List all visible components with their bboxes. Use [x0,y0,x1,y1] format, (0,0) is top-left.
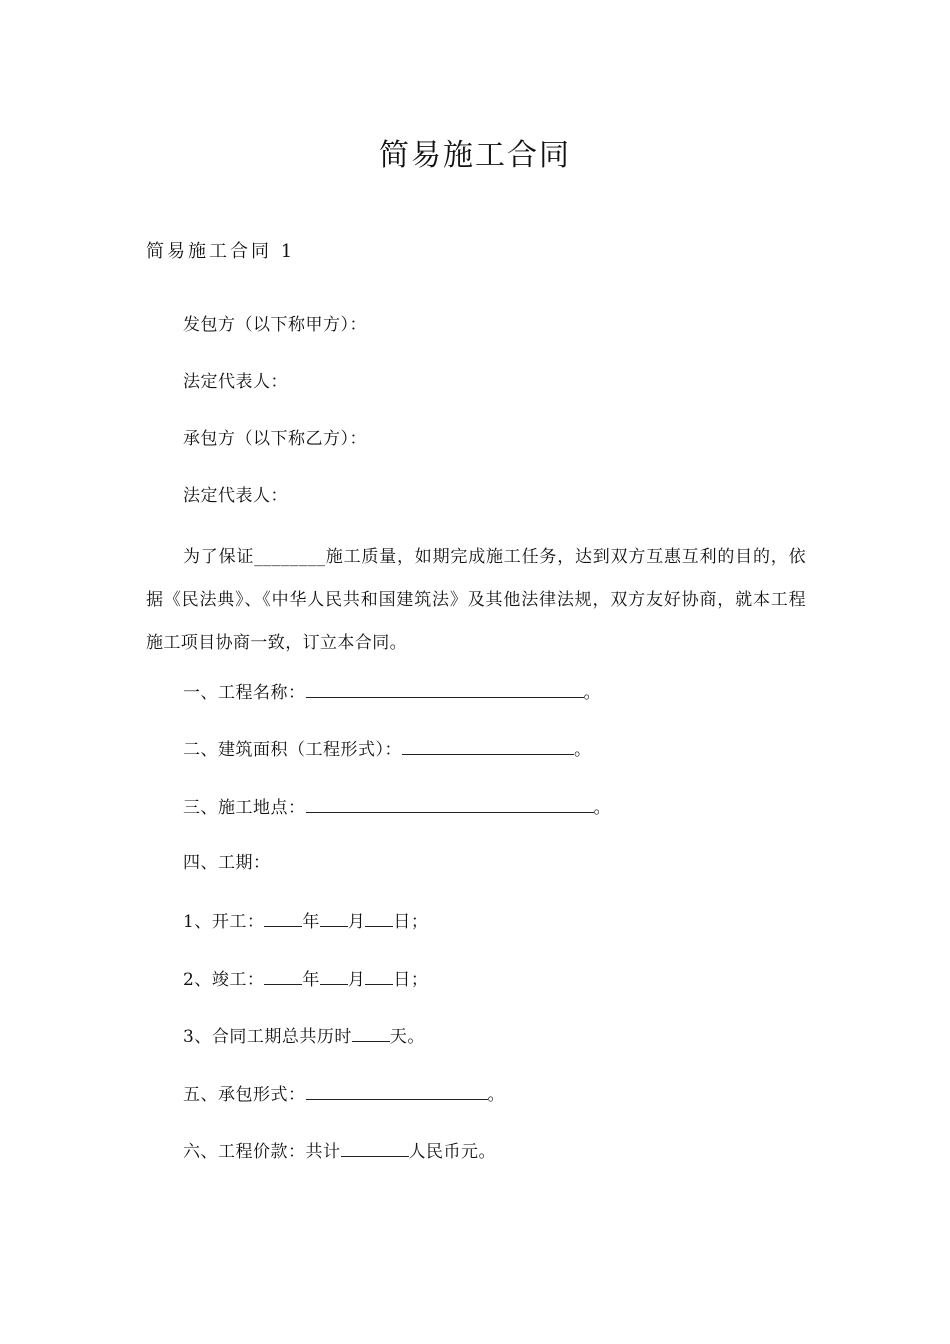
start-month-blank [320,906,348,927]
clause-project-name-end: 。 [583,683,601,703]
intro-paragraph [146,536,806,665]
total-days-blank [352,1021,390,1042]
clause-start-date [183,906,428,936]
finish-label: 2、竣工： [183,970,265,990]
start-label: 1、开工： [183,912,265,932]
start-month-unit: 月 [347,912,366,932]
form-blank [306,1079,488,1100]
party-a-representative-line: 法定代表人： [183,372,288,392]
finish-day-blank [365,964,393,985]
intro-prefix: 为了保证 [183,547,255,567]
building-area-blank [402,734,574,755]
clause-price [183,1136,496,1166]
total-label: 3、合同工期总共历时 [183,1027,352,1047]
party-a-line: 发包方（以下称甲方）： [183,315,367,335]
total-unit: 天。 [389,1027,425,1047]
finish-day-unit: 日； [393,970,429,990]
finish-year-unit: 年 [302,970,320,990]
clause-building-area [183,734,592,764]
clause-total-duration [183,1021,425,1051]
start-day-unit: 日； [393,912,429,932]
price-label: 六、工程价款：共计 [183,1142,341,1162]
form-label: 五、承包形式： [183,1085,306,1105]
project-name-blank [306,677,584,698]
site-blank [306,792,594,813]
clause-building-area-end: 。 [574,740,592,760]
finish-month-unit: 月 [347,970,366,990]
start-year-unit: 年 [302,912,320,932]
clause-site [183,792,611,822]
clause-finish-date [183,964,428,994]
clause-project-name-label: 一、工程名称： [183,683,306,703]
section-heading: 简易施工合同 1 [146,241,296,262]
clause-building-area-label: 二、建筑面积（工程形式）： [183,740,402,760]
finish-year-blank [264,964,302,985]
intro-suffix: 施工质量，如期完成施工任务，达到双方互惠互利的目的，依据《民法典》、《中华人民共和国建筑法》及其他法律法规，双方友好协商，就本工程施工项目协商一致，订立本合同。 [146,547,806,653]
intro-blank: ________ [254,547,326,567]
party-b-line: 承包方（以下称乙方）： [183,429,367,449]
clause-site-end: 。 [593,798,611,818]
clause-period: 四、工期： [183,853,271,873]
price-unit: 人民币元。 [408,1142,496,1162]
clause-project-name [183,677,601,707]
start-day-blank [365,906,393,927]
clause-site-label: 三、施工地点： [183,798,306,818]
clause-contract-form [183,1079,505,1109]
party-b-representative-line: 法定代表人： [183,486,288,506]
form-end: 。 [487,1085,505,1105]
price-blank [341,1136,409,1157]
document-title: 简易施工合同 [379,138,571,173]
finish-month-blank [320,964,348,985]
start-year-blank [264,906,302,927]
